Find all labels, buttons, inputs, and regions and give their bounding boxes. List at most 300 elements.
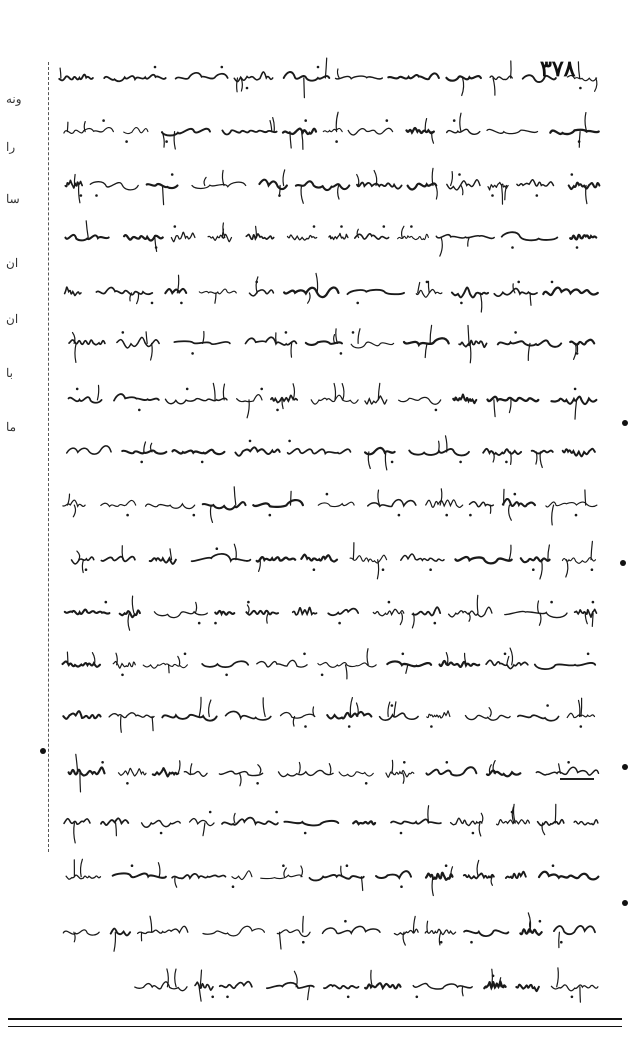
handwritten-stroke [440,238,443,257]
handwritten-stroke [152,717,153,731]
handwritten-word [219,771,262,775]
handwritten-dot [180,302,183,305]
handwritten-line [69,754,599,792]
margin-note: سا [6,192,20,206]
handwritten-word [376,871,411,878]
handwritten-dot [416,996,419,999]
handwritten-word [336,76,383,79]
handwritten-word [203,926,264,936]
handwritten-dot [304,832,307,835]
handwritten-word [171,232,195,242]
handwritten-stroke [468,326,469,344]
handwritten-stroke [169,665,170,673]
handwritten-word [192,554,251,561]
handwritten-word [124,235,163,240]
handwritten-word [380,713,419,720]
handwritten-dot [388,601,391,604]
handwritten-stroke [284,868,286,877]
handwritten-stroke [155,238,157,252]
handwritten-dot [440,941,443,944]
handwritten-stroke [76,754,78,773]
handwritten-word [394,929,418,935]
handwritten-dot [587,653,590,656]
handwritten-dot [255,281,258,284]
handwritten-dot [391,461,394,464]
handwritten-stroke [509,505,512,520]
handwritten-dot [459,461,462,464]
handwritten-stroke [178,761,180,774]
handwritten-stroke [540,560,542,579]
margin-note: ما [6,420,17,434]
handwritten-stroke [510,648,512,665]
handwritten-word [503,499,535,506]
handwritten-dot [552,864,555,867]
handwritten-dot [579,87,582,90]
handwritten-stroke [279,932,281,949]
handwritten-stroke [357,229,358,237]
handwritten-word [143,663,187,668]
handwritten-stroke [325,58,326,78]
handwritten-stroke [215,293,216,303]
handwritten-dot [285,331,288,334]
handwritten-word [570,340,594,345]
handwritten-dot [171,173,174,176]
handwritten-word [327,712,371,719]
handwritten-dot [514,493,517,496]
handwritten-stroke [293,384,294,400]
handwritten-stroke [237,78,238,92]
handwritten-stroke [552,505,554,525]
handwritten-word [277,930,310,937]
handwritten-stroke [267,613,269,623]
handwritten-stroke [73,505,75,517]
margin-note: با [6,366,13,380]
handwritten-stroke [477,595,478,613]
handwritten-word [65,287,81,296]
handwritten-word [574,820,598,825]
handwritten-word [488,182,508,190]
handwritten-dot [511,246,514,249]
handwritten-stroke [178,656,180,664]
handwritten-dot [317,66,320,69]
handwritten-word [220,982,252,989]
handwritten-word [104,75,166,82]
handwritten-word [119,768,147,776]
handwritten-dot [160,832,163,835]
handwritten-dot [313,568,316,571]
handwritten-stroke [585,113,587,132]
handwritten-word [554,926,595,934]
handwritten-word [65,235,108,241]
handwritten-stroke [293,717,294,727]
handwritten-stroke [209,700,211,717]
handwritten-stroke [175,969,176,987]
handwritten-stroke [353,543,354,560]
handwritten-word [246,234,273,239]
handwritten-dot [303,653,306,656]
handwritten-word [456,557,512,563]
handwritten-word [162,129,210,136]
handwritten-stroke [74,175,75,186]
handwritten-stroke [222,170,224,185]
handwritten-stroke [128,613,130,630]
handwritten-line [65,168,599,204]
handwritten-stroke [308,987,310,1000]
handwritten-stroke [470,343,471,362]
handwritten-dot [344,920,347,923]
handwritten-stroke [494,400,495,417]
handwritten-stroke [144,442,146,452]
handwritten-stroke [301,866,303,877]
handwritten-word [253,500,303,507]
handwritten-stroke [234,544,236,560]
handwritten-line [63,913,595,951]
handwritten-dot [304,119,307,122]
handwritten-dot [551,281,554,284]
handwritten-stroke [116,823,117,836]
handwritten-word [284,288,338,298]
handwritten-dot [429,568,432,571]
handwritten-dot [326,493,329,496]
margin-note: ان [6,256,19,270]
handwritten-stroke [438,441,439,452]
handwritten-word [464,930,508,936]
handwritten-stroke [167,969,168,987]
handwritten-stroke [86,221,88,238]
handwritten-dot [138,409,141,412]
handwritten-stroke [462,987,463,996]
handwritten-stroke [283,170,285,186]
handwritten-stroke [412,613,414,628]
handwritten-dot [201,461,204,464]
handwritten-word [426,500,463,508]
handwritten-stroke [79,186,80,203]
handwritten-stroke [334,384,335,400]
handwritten-dot [249,440,252,443]
handwritten-word [464,873,494,878]
handwritten-stroke [234,813,235,823]
handwritten-word [506,872,526,878]
handwritten-word [329,233,348,239]
handwritten-dot [536,194,539,197]
handwritten-dot [435,409,438,412]
handwritten-word [296,181,349,190]
handwritten-stroke [428,281,429,293]
handwritten-stroke [539,613,541,625]
handwritten-stroke [446,436,447,452]
handwritten-dot [546,704,549,707]
handwritten-stroke [430,325,432,343]
handwritten-word [101,500,136,506]
handwritten-line [69,325,594,363]
handwritten-word [518,715,559,721]
handwritten-word [184,772,207,777]
handwritten-word [532,451,553,454]
handwritten-word [324,985,359,989]
handwritten-stroke [308,293,310,303]
handwritten-word [505,611,567,617]
handwritten-dot [275,811,278,814]
handwritten-stroke [536,452,537,464]
handwritten-word [484,981,505,988]
handwritten-line [65,221,596,256]
handwritten-dot [410,225,413,228]
handwritten-dot [352,331,355,334]
handwritten-word [365,983,400,988]
handwritten-word [550,130,598,134]
handwritten-word [487,771,520,777]
handwritten-dot [460,302,463,305]
margin-note: ونه [6,92,22,106]
handwritten-stroke [132,596,134,613]
handwritten-word [174,341,230,344]
handwritten-dot [151,302,154,305]
handwritten-dot [571,996,574,999]
handwritten-word [535,663,595,669]
handwritten-word [399,397,441,404]
handwritten-dot [186,388,189,391]
handwritten-word [172,874,225,879]
handwritten-word [69,397,102,403]
handwritten-stroke [469,613,471,621]
handwritten-word [67,446,111,454]
handwritten-word [536,767,598,775]
handwritten-word [111,929,130,936]
handwritten-dot [472,832,475,835]
handwritten-dot [532,568,535,571]
handwritten-word [570,235,596,240]
handwritten-dot [338,622,341,625]
handwritten-dot [430,725,433,728]
handwritten-stroke [460,113,461,131]
handwritten-dot [154,66,157,69]
handwritten-stroke [406,665,408,674]
handwritten-word [192,182,246,188]
handwritten-word [284,821,338,825]
handwritten-stroke [273,118,275,132]
handwritten-word [199,289,236,294]
handwritten-stroke [213,383,215,400]
handwritten-dot [232,885,235,888]
handwritten-stroke [530,293,531,305]
handwritten-stroke [203,823,205,836]
handwritten-dot [386,119,389,122]
handwritten-dot [346,864,349,867]
handwritten-stroke [299,763,300,774]
handwritten-word [101,557,134,562]
handwritten-word [203,502,246,509]
page-bottom-border [8,1018,622,1020]
handwritten-dot [514,331,517,334]
handwritten-word [407,128,434,133]
handwritten-dot [121,674,124,677]
handwritten-word [166,398,228,404]
handwritten-word [234,72,272,82]
handwritten-stroke [81,859,83,876]
handwritten-dot [269,514,272,517]
handwritten-word [523,75,556,82]
handwritten-dot [391,704,394,707]
handwritten-dot [574,388,577,391]
handwritten-word [447,129,480,134]
handwritten-stroke [580,987,581,1002]
handwritten-word [440,661,480,667]
handwritten-dot [347,996,350,999]
handwritten-word [339,772,373,777]
handwritten-stroke [481,813,483,823]
handwritten-dot [247,601,250,604]
handwritten-word [488,397,539,401]
handwritten-dot [491,194,494,197]
handwritten-stroke [74,823,75,843]
handwritten-line [63,487,597,525]
handwritten-dot [539,920,542,923]
handwritten-word [135,982,187,991]
handwritten-stroke [256,277,258,293]
handwritten-word [222,130,276,134]
handwritten-dot [400,832,403,835]
handwritten-stroke [566,560,568,577]
handwritten-word [569,183,600,189]
handwritten-stroke [80,773,81,792]
handwritten-dot [276,409,279,412]
handwritten-word [284,72,330,81]
handwritten-stroke [451,172,453,186]
handwritten-word [66,875,100,879]
handwritten-dot [571,173,574,176]
handwritten-stroke [329,764,331,774]
handwritten-stroke [579,700,580,716]
handwritten-dot [288,440,291,443]
handwritten-stroke [425,343,427,357]
handwritten-dot [184,653,187,656]
handwritten-word [173,450,225,454]
handwritten-dot [211,996,214,999]
handwritten-stroke [367,649,368,665]
handwritten-stroke [388,702,390,716]
handwritten-stroke [468,238,469,247]
handwritten-word [190,819,214,826]
handwritten-dot [85,568,88,571]
handwritten-dot [591,568,594,571]
handwritten-stroke [509,545,511,560]
handwritten-dot [576,246,579,249]
handwritten-dot [505,461,508,464]
handwritten-dot [445,514,448,517]
handwritten-word [281,713,315,719]
handwritten-stroke [234,487,236,505]
handwritten-dot [278,194,281,197]
handwritten-word [368,500,416,507]
handwritten-word [64,819,90,825]
handwritten-stroke [378,490,380,505]
handwritten-word [96,287,152,294]
handwritten-word [222,818,278,825]
handwritten-stroke [97,385,98,400]
handwritten-word [202,661,248,667]
handwritten-stroke [440,489,442,505]
handwritten-word [142,821,181,828]
handwritten-stroke [480,293,482,312]
handwritten-word [350,555,387,563]
handwritten-stroke [175,877,177,888]
handwritten-dot [445,864,448,867]
handwritten-dot [225,674,228,677]
handwritten-word [101,818,128,825]
handwritten-stroke [203,332,204,344]
handwritten-stroke [337,69,339,78]
handwritten-stroke [291,343,292,357]
handwritten-word [470,502,494,507]
handwritten-word [357,183,402,189]
handwritten-stroke [548,545,550,560]
handwritten-word [293,608,317,615]
handwritten-word [348,128,392,135]
handwritten-word [65,180,82,188]
handwritten-stroke [240,773,242,786]
handwritten-dot [221,66,224,69]
handwritten-word [328,609,358,616]
handwritten-stroke [146,332,147,344]
handwritten-dot [592,601,595,604]
handwritten-dot [458,173,461,176]
handwritten-stroke [67,122,68,131]
handwritten-stroke [436,186,437,200]
handwritten-dot [122,331,125,334]
handwritten-word [413,607,441,615]
handwritten-stroke [581,698,582,716]
handwritten-stroke [591,541,592,559]
handwritten-stroke [402,226,404,237]
handwritten-word [301,555,337,562]
handwritten-word [69,767,105,775]
handwritten-word [451,818,482,825]
handwritten-word [59,75,93,81]
handwritten-stroke [60,68,61,78]
handwritten-word [283,129,316,134]
handwritten-line [72,541,596,579]
handwritten-line [66,859,598,895]
handwritten-stroke [559,932,560,947]
handwritten-stroke [301,186,303,204]
handwritten-dot [302,941,305,944]
handwritten-stroke [400,613,402,625]
handwritten-word [521,557,550,562]
handwritten-stroke [585,490,586,505]
handwritten-stroke [538,601,539,613]
handwritten-word [323,926,381,933]
handwritten-word [267,983,314,988]
handwritten-dot [246,87,249,90]
handwritten-dot [492,975,495,978]
handwritten-dot [126,782,129,785]
handwritten-dot [304,725,307,728]
handwritten-stroke [247,400,249,418]
handwritten-stroke [427,921,428,932]
handwritten-word [257,557,296,561]
handwritten-stroke [150,916,152,932]
handwritten-word [64,128,114,134]
handwritten-stroke [77,551,80,560]
handwritten-word [365,396,387,404]
margin-note: ان [6,312,19,326]
handwritten-dot [453,119,456,122]
handwritten-dot [313,225,316,228]
handwritten-dot [402,653,405,656]
handwritten-line [59,58,597,98]
handwritten-word [452,288,488,298]
handwritten-stroke [121,717,122,733]
